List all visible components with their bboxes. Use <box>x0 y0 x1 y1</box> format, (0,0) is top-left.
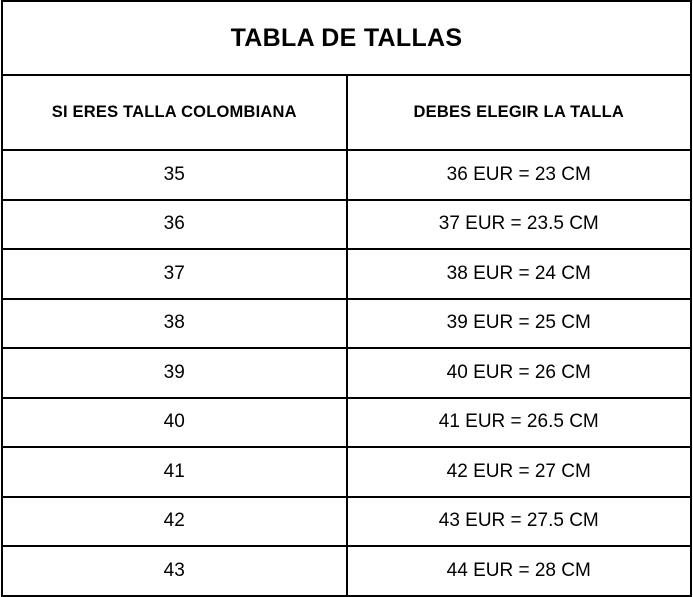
cell-colombiana: 41 <box>2 447 347 497</box>
header-row <box>2 75 691 150</box>
size-table <box>1 0 692 597</box>
table-row <box>2 249 691 299</box>
page-title: TABLA DE TALLAS <box>2 1 691 75</box>
title-row <box>2 1 691 75</box>
table-row <box>2 546 691 596</box>
cell-elegir: 39 EUR = 25 CM <box>347 299 692 349</box>
cell-elegir: 38 EUR = 24 CM <box>347 249 692 299</box>
table-row <box>2 398 691 448</box>
table-row <box>2 497 691 547</box>
table-row <box>2 150 691 200</box>
cell-colombiana: 40 <box>2 398 347 448</box>
table-row <box>2 299 691 349</box>
cell-colombiana: 39 <box>2 348 347 398</box>
cell-colombiana: 36 <box>2 200 347 250</box>
column-header-colombiana: SI ERES TALLA COLOMBIANA <box>2 75 347 150</box>
cell-elegir: 40 EUR = 26 CM <box>347 348 692 398</box>
table-row <box>2 447 691 497</box>
cell-elegir: 37 EUR = 23.5 CM <box>347 200 692 250</box>
cell-elegir: 44 EUR = 28 CM <box>347 546 692 596</box>
cell-colombiana: 37 <box>2 249 347 299</box>
cell-elegir: 42 EUR = 27 CM <box>347 447 692 497</box>
cell-colombiana: 35 <box>2 150 347 200</box>
cell-colombiana: 43 <box>2 546 347 596</box>
cell-colombiana: 42 <box>2 497 347 547</box>
column-header-elegir: DEBES ELEGIR LA TALLA <box>347 75 692 150</box>
cell-elegir: 43 EUR = 27.5 CM <box>347 497 692 547</box>
table-row <box>2 200 691 250</box>
table-row <box>2 348 691 398</box>
cell-elegir: 41 EUR = 26.5 CM <box>347 398 692 448</box>
cell-elegir: 36 EUR = 23 CM <box>347 150 692 200</box>
cell-colombiana: 38 <box>2 299 347 349</box>
